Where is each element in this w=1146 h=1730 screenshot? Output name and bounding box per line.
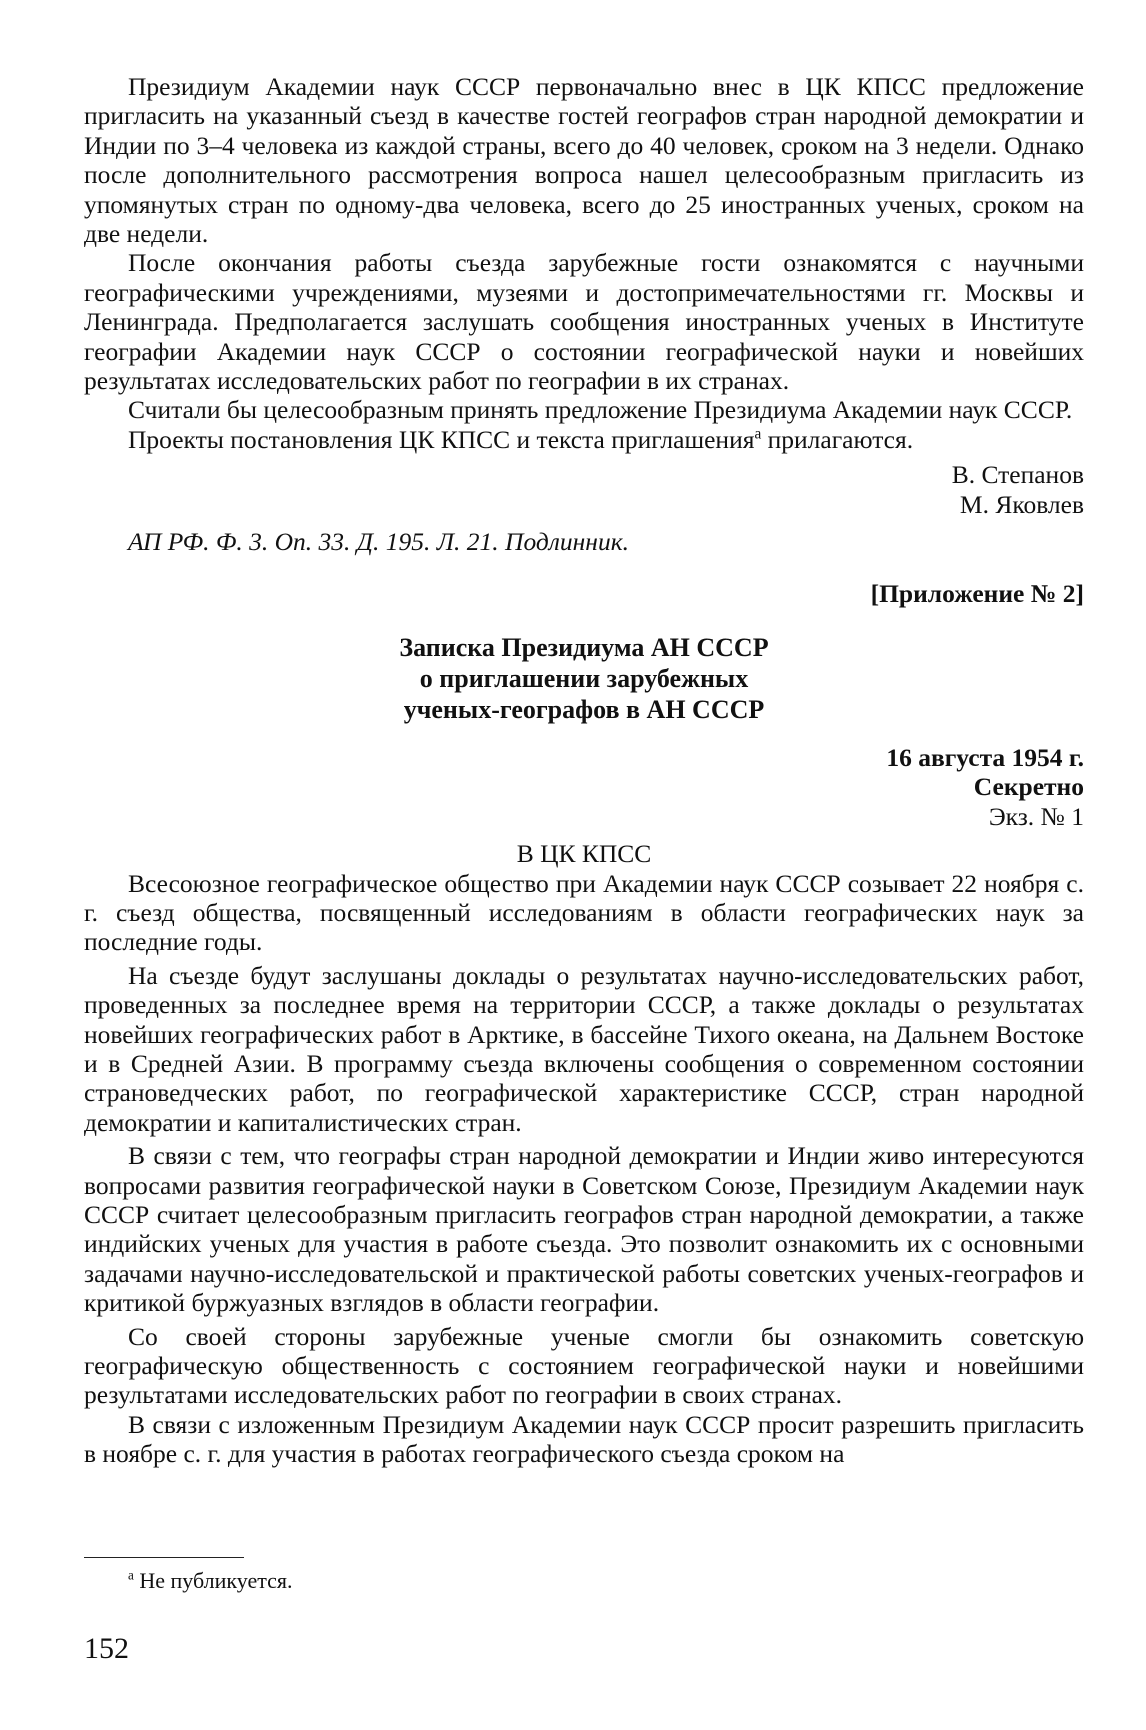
document-date: 16 августа 1954 г. — [886, 742, 1084, 772]
appendix-label: [Приложение № 2] — [870, 578, 1084, 608]
document-meta — [84, 743, 1084, 831]
document-addressee: В ЦК КПСС — [516, 839, 652, 869]
document-paragraph-5: В связи с изложенным Президиум Академии наук СССР просит разрешить пригласить в ноябре с. г. для участия в работах географического съезда сроком на — [84, 1409, 1084, 1469]
document-paragraph-4: Со своей стороны зарубежные ученые смогли бы ознакомить советскую географическую общественность с состоянием географической науки и новейшими результатами исследовательских работ по географии в своих странах. — [84, 1321, 1084, 1410]
document-paragraph-1: Всесоюзное географическое общество при Академии наук СССР созывает 22 ноября с. г. съезд общества, посвященный исследованиям в области географических наук за последние годы. — [84, 868, 1084, 957]
signer-yakovlev: М. Яковлев — [959, 489, 1084, 519]
signatures — [84, 460, 1084, 519]
document-paragraph-2: На съезде будут заслушаны доклады о результатах научно-исследовательских работ, проведенных за последнее время на территории СССР, а также доклады о результатах новейших географических работ в Арктике, в бассейне Тихого океана, на Дальнем Востоке и в Средней Азии. В программу съезда включены сообщения о современном состоянии страноведческих работ, по географической характеристике СССР, стран народной демократии и капиталистических стран. — [84, 960, 1084, 1137]
footnote — [128, 1568, 293, 1594]
document-title — [84, 632, 1084, 725]
footnote-mark: а — [128, 1567, 134, 1583]
intro-paragraph-4-text: Проекты постановления ЦК КПСС и текста приглашения — [128, 424, 755, 454]
document-title-line-1: Записка Президиума АН СССР — [399, 632, 769, 662]
document-title-line-3: ученых-географов в АН СССР — [403, 694, 765, 724]
intro-paragraph-4 — [84, 425, 1084, 454]
intro-paragraph-2: После окончания работы съезда зарубежные гости ознакомятся с научными географическими учреждениями, музеями и достопримечательностями гг. Москвы и Ленинграда. Предполагается заслушать сообщения иностранных ученых в Институте географии Академии наук СССР о состоянии географической науки и новейших результатах исследовательских работ по географии в их странах. — [84, 248, 1084, 396]
footnote-ref-mark: а — [754, 425, 762, 443]
intro-paragraph-3: Считали бы целесообразным принять предложение Президиума Академии наук СССР. — [128, 395, 1073, 425]
footnote-text: Не публикуется. — [133, 1568, 293, 1593]
page-number: 152 — [84, 1632, 129, 1665]
document-paragraph-3: В связи с тем, что географы стран народной демократии и Индии живо интересуются вопросами развития географической науки в Советском Союзе, Президиум Академии наук СССР считает целесообразным пригласить географов стран народной демократии, а также индийских ученых для участия в работе съезда. Это позволит ознакомить их с основными задачами научно-исследовательской и практической работы советских ученых-географов и критикой буржуазных взглядов в области географии. — [84, 1141, 1084, 1318]
page-body — [84, 72, 1084, 1469]
signer-stepanov: В. Степанов — [951, 460, 1084, 490]
document-title-line-2: о приглашении зарубежных — [419, 663, 749, 693]
intro-paragraph-1: Президиум Академии наук СССР первоначально внес в ЦК КПСС предложение пригласить на указанный съезд в качестве гостей географов стран народной демократии и Индии по 3–4 человека из каждой страны, всего до 40 человек, сроком на 3 недели. Однако после дополнительного рассмотрения вопроса нашел целесообразным пригласить из упомянутых стран по одному-два человека, всего до 25 иностранных ученых, сроком на две недели. — [84, 72, 1084, 249]
document-copy-number: Экз. № 1 — [988, 801, 1084, 831]
intro-paragraph-4-end: прилагаются. — [761, 424, 914, 454]
archive-source: АП РФ. Ф. 3. Оп. 33. Д. 195. Л. 21. Подлинник. — [128, 527, 629, 557]
document-classification: Секретно — [973, 772, 1084, 802]
footnote-divider — [84, 1557, 244, 1558]
